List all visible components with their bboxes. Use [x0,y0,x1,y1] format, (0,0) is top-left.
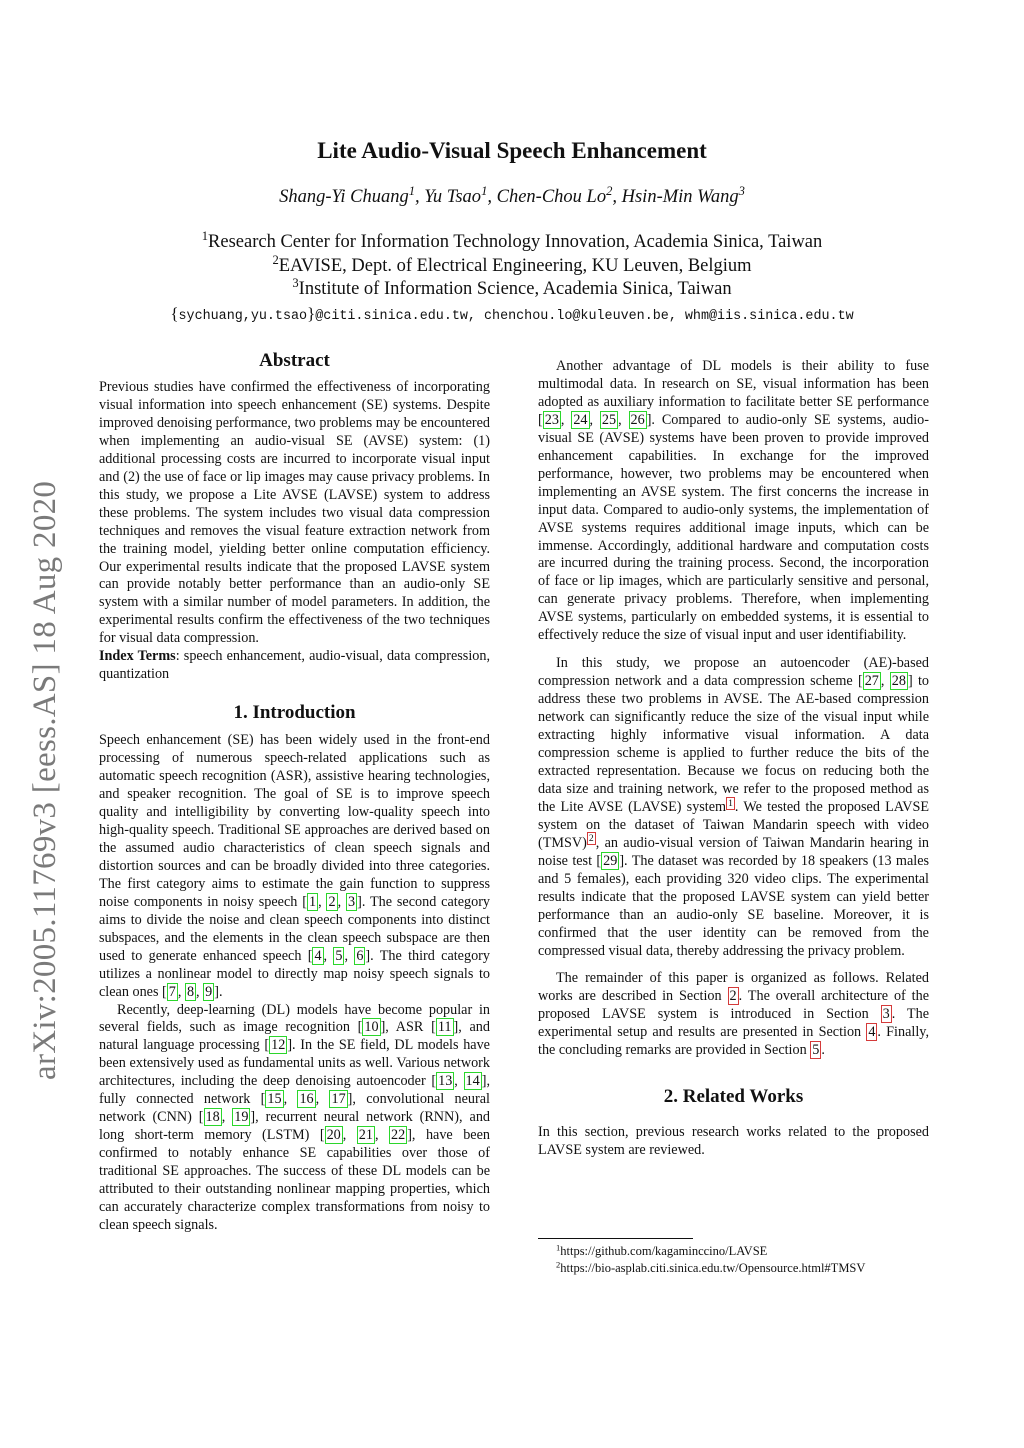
citation-link[interactable]: 23 [544,411,559,428]
citation-link[interactable]: 14 [465,1073,480,1090]
affiliation: $^1$Research Center for Information Technology Innovation, Academia Sinica, Taiwan [201,229,823,252]
citation-link[interactable]: 7 [168,983,176,1000]
related-paragraph-1: In this section, previous research works related to the proposed LAVSE system are reviewed. [538,1124,929,1159]
section-link[interactable]: 3 [882,1006,890,1023]
author-name: Yu Tsao [424,187,482,207]
citation-link[interactable]: 28 [891,673,906,690]
citation-link[interactable]: 12 [271,1037,286,1054]
introduction-heading: 1. Introduction [233,702,356,724]
intro-paragraph-1: Speech enhancement (SE) has been widely used in the front-end processing of numerous speech-related applications such as automatic speech recognition (ASR), assistive hearing technologies, and speaker recognition. The goal of SE is to improve speech quality and intelligibility by converting low-quality speech into high-quality speech. Traditional SE approaches are derived based on the assumed audio characteristics of clean speech signals and distortion sources and can be broadly divided into three categories. The first category aims to estimate the gain function to suppress noise components in noisy speech [ 1 , 2 , 3 ]. The second category aims to divide the noise and clean speech components into distinct subspaces, and the elements in the clean speech subspace are then used to generate enhanced speech [ 4 , 5 , 6 ]. The third category utilizes a nonlinear model to directly map noisy speech signals to clean ones [ 7 , 8 , 9 ]. [99,732,491,1000]
related-works-heading: 2. Related Works [663,1086,804,1108]
citation-link[interactable]: 9 [205,983,213,1000]
footnote-2: $^2$https://bio-asplab.citi.sinica.edu.tw/Opensource.html#TMSV [556,1259,866,1275]
citation-link[interactable]: 4 [314,947,322,964]
intro-paragraph-3: Another advantage of DL models is their ability to fuse multimodal data. In research on SE, visual information has been adopted as auxiliary information to facilitate better SE performance [ 23 , 24 , 25 , 26 ]. Compared to audio-only SE systems, audio-visual SE (AVSE) systems have been proven to provide improved enhancement capabilities. In exchange for the improved performance, however, two problems may be encountered when implementing an AVSE system. The first concerns the increase in input data. Compared to audio-only systems, the implementation of AVSE systems requires additional image inputs, which can be immense. Accordingly, additional hardware and computation costs are incurred during the training process. Second, the incorporation of face or lip images, which are particularly sensitive and personal, can generate privacy problems. Therefore, when implementing AVSE systems, particularly on embedded systems, it is essential to effectively reduce the size of visual input and user identifiability. [538,358,930,644]
citation-link[interactable]: 11 [437,1019,452,1036]
citation-link[interactable]: 6 [356,947,364,964]
citation-link[interactable]: 2 [328,893,336,910]
footnote-link[interactable]: 2 [588,833,594,845]
citation-link[interactable]: 19 [234,1109,249,1126]
citation-link[interactable]: 3 [348,893,356,910]
footnote-divider [538,1238,693,1239]
author-name: Chen-Chou Lo [496,187,607,207]
citation-link[interactable]: 20 [326,1127,341,1144]
intro-paragraph-4: In this study, we propose an autoencoder (AE)-based compression network and a data compression scheme [ 27 , 28 ] to address these two problems in AVSE. The AE-based compression network can significantly reduce the size of the visual input while extracting highly informative visual information. A data compression scheme is applied to further reduce the bits of the extracted representation. Because we focus on reducing both the data size and training network, we refer to the proposed method as the Lite AVSE (LAVSE) system $^1$ . We tested the proposed LAVSE system on the dataset of Taiwan Mandarin speech with video (TMSV) $^2$ , an audio-visual version of Taiwan Mandarin hearing in noise test [ 29 ]. The dataset was recorded by 18 speakers (13 males and 5 females), each providing 320 video clips. The experimental results indicate that the proposed LAVSE system can yield better performance than an audio-only SE baseline. Moreover, it is confirmed that the user identity can be removed from the compressed visual data, thereby addressing the privacy problem. [538,655,930,959]
citation-link[interactable]: 25 [601,411,617,428]
section-link[interactable]: 4 [868,1024,876,1041]
affiliation: $^3$Institute of Information Science, Academia Sinica, Taiwan [292,276,732,299]
citation-link[interactable]: 18 [205,1109,220,1126]
citation-link[interactable]: 10 [364,1019,379,1036]
footnote-url[interactable]: https://bio-asplab.citi.sinica.edu.tw/Opensource.html#TMSV [560,1261,866,1275]
section-link[interactable]: 5 [812,1042,820,1059]
citation-link[interactable]: 21 [358,1127,373,1144]
arxiv-sidebar [15,410,75,1080]
citation-link[interactable]: 17 [331,1091,346,1108]
affiliation: $^2$EAVISE, Dept. of Electrical Engineering, KU Leuven, Belgium [272,253,752,276]
citation-link[interactable]: 29 [603,852,618,869]
citation-link[interactable]: 15 [267,1091,282,1108]
footnote-url[interactable]: https://github.com/kagaminccino/LAVSE [560,1244,768,1258]
author-name: Hsin-Min Wang [621,187,739,207]
footnote-link[interactable]: 1 [728,797,733,809]
abstract-heading: Abstract [259,350,330,371]
citation-link[interactable]: 22 [391,1127,406,1144]
footnote-1: $^1$https://github.com/kagaminccino/LAVSE [556,1242,768,1258]
index-terms: Index Terms: speech enhancement, audio-visual, data compression, quantization [99,648,491,683]
intro-paragraph-2: Recently, deep-learning (DL) models have become popular in several fields, such as image recognition [ 10 ], ASR [ 11 ], and natural language processing [ 12 ]. In the SE field, DL models have been extensively used as fundamental units as well. Various network architectures, including the deep denoising autoencoder [ 13 , 14 ], fully connected network [ 15 , 16 , 17 ], convolutional neural network (CNN) [ 18 , 19 ], recurrent neural network (RNN), and long short-term memory (LSTM) [ 20 , 21 , 22 ], have been confirmed to notably enhance SE capabilities over those of traditional SE approaches. The success of these DL models can be attributed to their outstanding nonlinear mapping properties, which can accurately characterize complex transformations from noisy to clean speech signals. [99,1001,491,1233]
intro-paragraph-5: The remainder of this paper is organized as follows. Related works are described in Section 2 . The overall architecture of the proposed LAVSE system is introduced in Section 3 . The experimental setup and results are presented in Section 4 . Finally, the concluding remarks are provided in Section 5 . [538,970,929,1059]
paper-title: Lite Audio-Visual Speech Enhancement [317,138,707,163]
author-emails[interactable]: {sychuang,yu.tsao}@citi.sinica.edu.tw, chenchou.lo@kuleuven.be, whm@iis.sinica.edu.tw [170,304,854,324]
left-column [99,350,490,1235]
citation-link[interactable]: 5 [335,947,343,964]
abstract-text: Previous studies have confirmed the effectiveness of incorporating visual information into speech enhancement (SE) systems. Despite improved denoising performance, two problems may be encountered when implementing an audio-visual SE (AVSE) system: (1) additional processing costs are incurred to incorporate visual input and (2) the use of face or lip images may cause privacy problems. In this study, we propose a Lite AVSE (LAVSE) system to address these problems. The system includes two visual data compression techniques and removes the visual feature extraction network from the training model, yielding better online computation efficiency. Our experimental results indicate that the proposed LAVSE system can provide notably better performance than an audio-only SE system with a similar number of model parameters. In addition, the experimental results confirm the effectiveness of the two techniques for visual data compression. [99,379,490,647]
citation-link[interactable]: 26 [630,411,645,428]
citation-link[interactable]: 27 [864,673,879,690]
arxiv-identifier[interactable]: arXiv:2005.11769v3 [eess.AS] 18 Aug 2020 [27,480,63,1080]
right-column [538,358,929,1160]
citation-link[interactable]: 16 [299,1091,314,1108]
section-link[interactable]: 2 [729,988,737,1005]
citation-link[interactable]: 8 [186,983,195,1000]
citation-link[interactable]: 24 [573,411,588,428]
author-name: Shang-Yi Chuang [279,187,409,207]
citation-link[interactable]: 1 [308,893,317,910]
citation-link[interactable]: 13 [438,1073,453,1090]
author-list: Shang-Yi Chuang$^1$, Yu Tsao$^1$, Chen-Chou Lo$^2$, Hsin-Min Wang$^3$ [279,184,745,207]
